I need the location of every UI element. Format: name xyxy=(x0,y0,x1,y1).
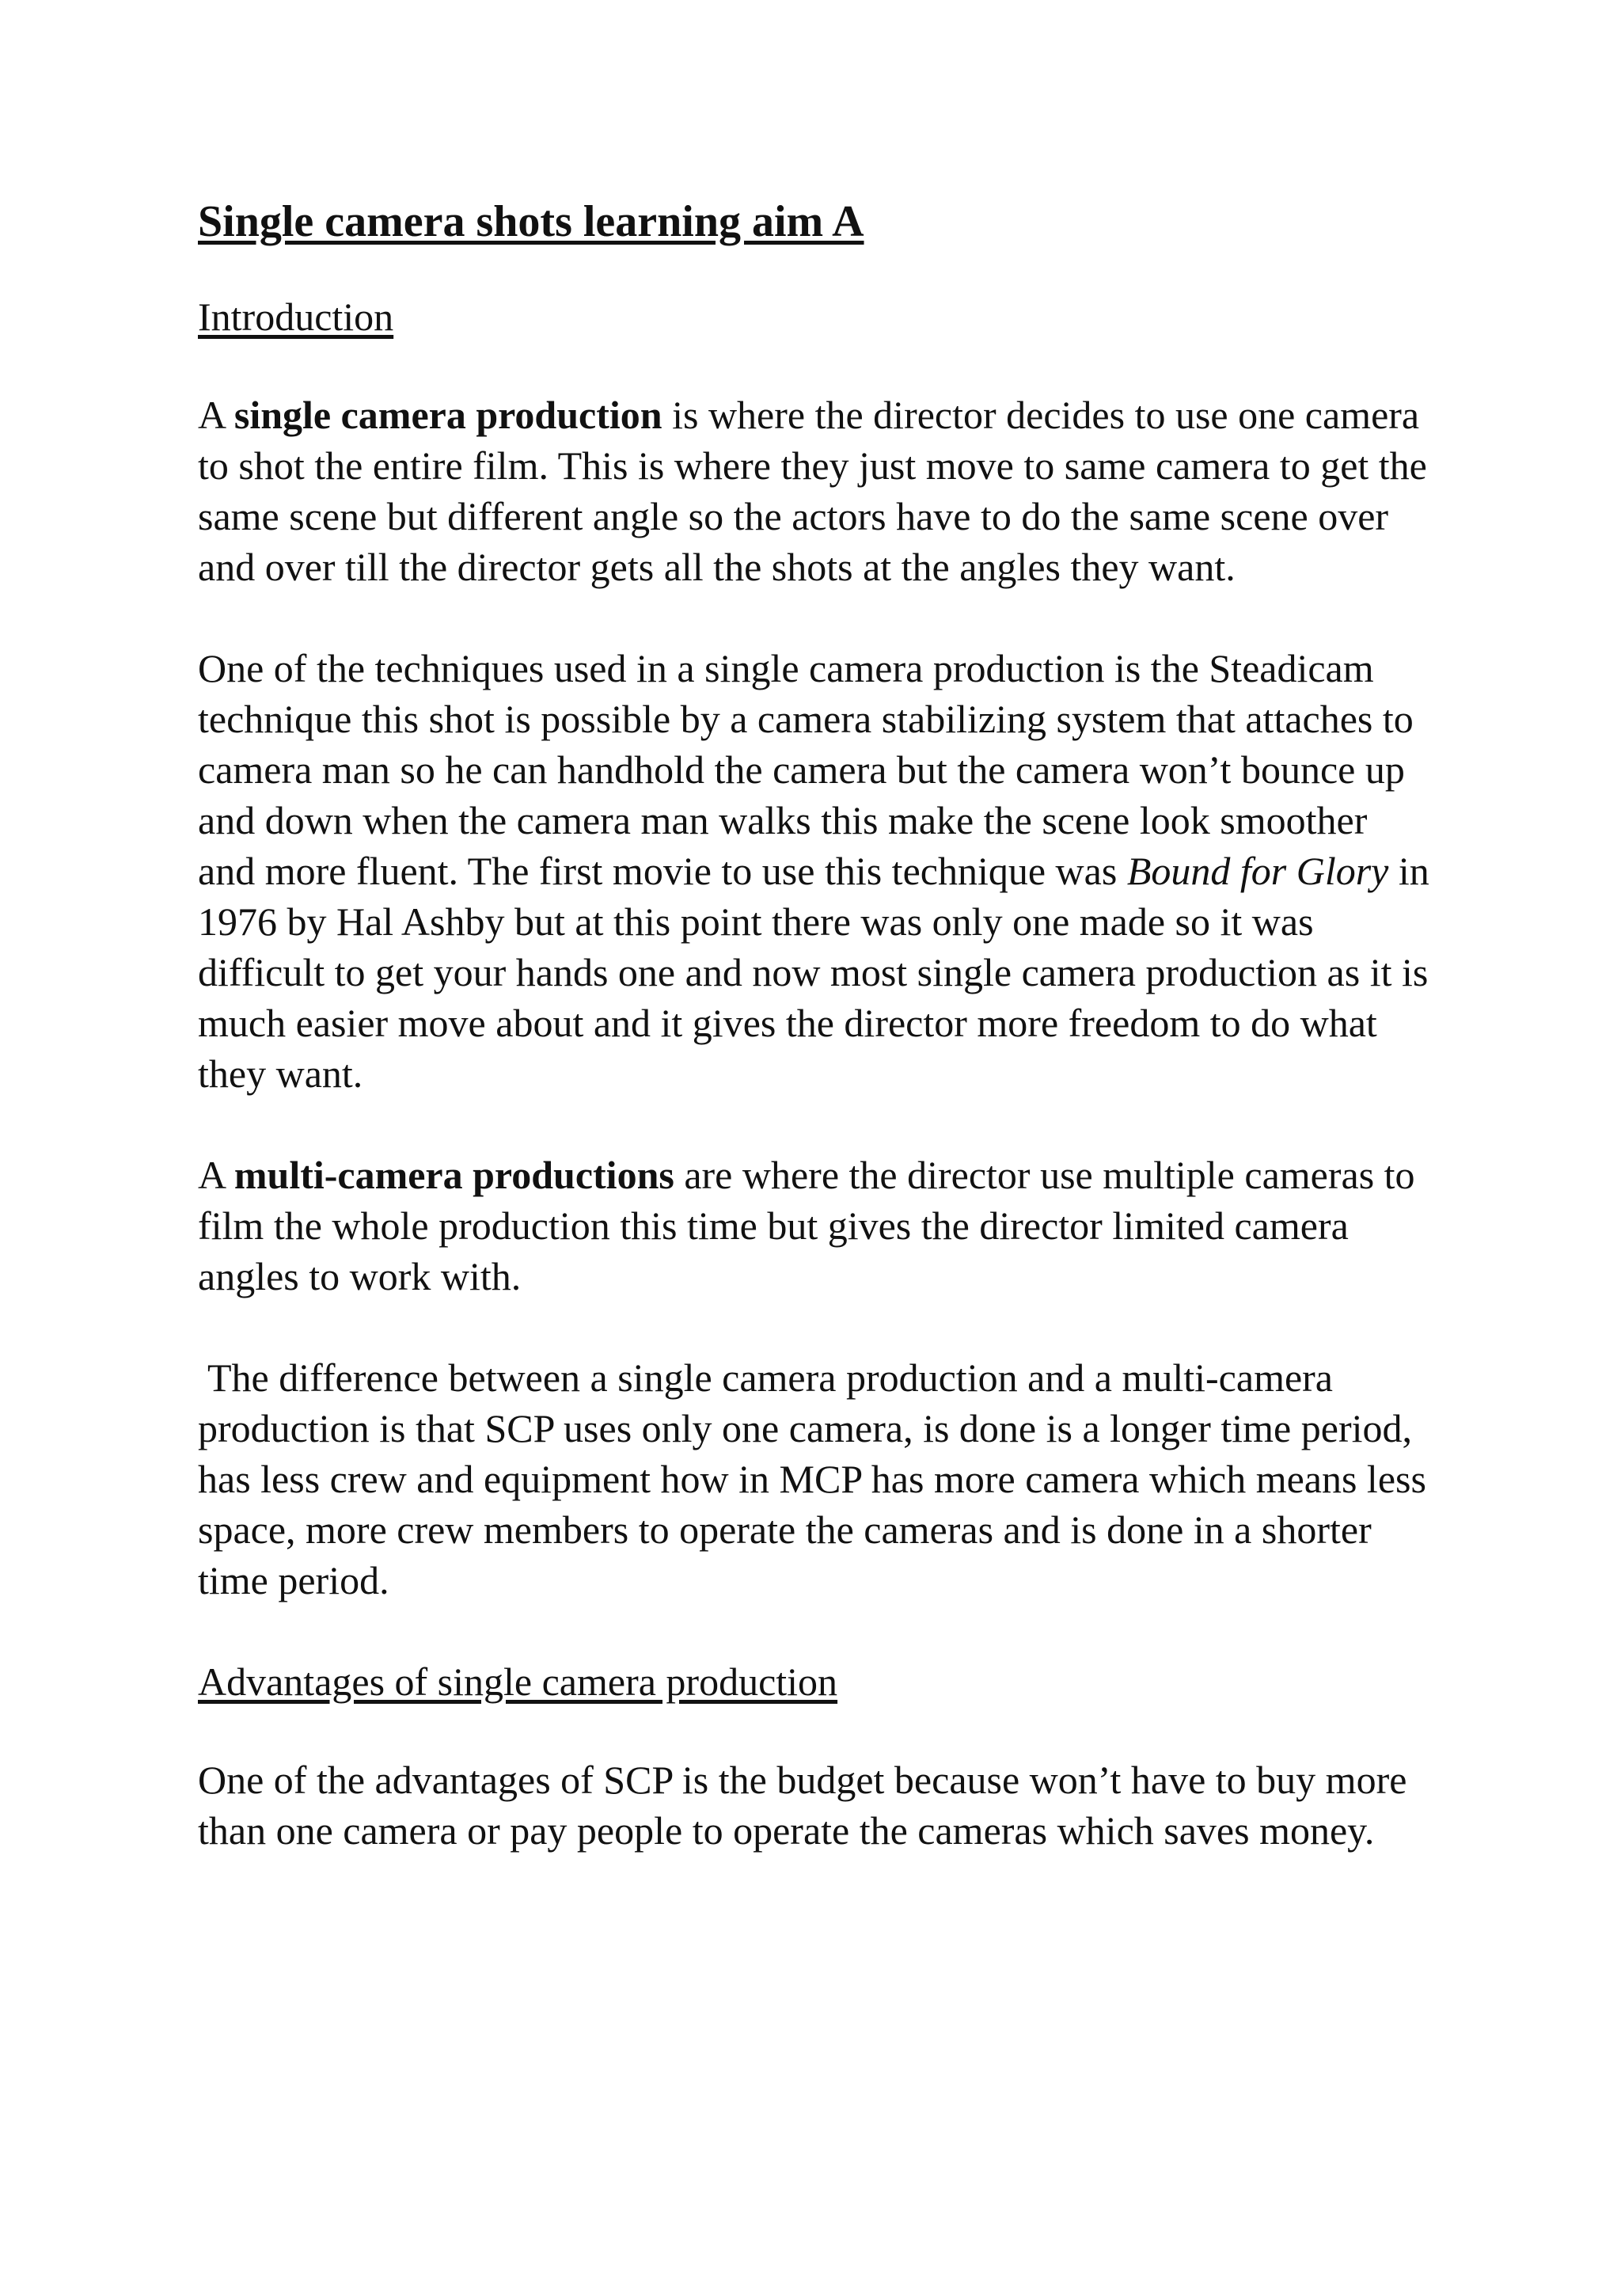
section-heading-advantages: Advantages of single camera production xyxy=(198,1659,838,1704)
document-page xyxy=(198,190,1433,1906)
paragraph-multi-camera-definition xyxy=(198,1150,1433,1302)
bold-term-single-camera-production: single camera production xyxy=(233,393,662,437)
paragraph-steadicam-technique xyxy=(198,643,1433,1099)
text-run: in 1976 by Hal Ashby but at this point there was only one made so it was difficult to get your hands one and now most single camera production as it is much easier move about and it gives the director more freedom to do what they want. xyxy=(198,849,1429,1096)
paragraph-advantage-budget: One of the advantages of SCP is the budget because won’t have to buy more than one camera or pay people to operate the cameras which saves money. xyxy=(198,1758,1407,1853)
document-title: Single camera shots learning aim A xyxy=(198,197,864,246)
section-heading-introduction: Introduction xyxy=(198,295,394,339)
italic-film-title: Bound for Glory xyxy=(1126,849,1389,893)
text-run: are where the director use multiple cameras to film the whole production this time but gives the director limited camera angles to work with. xyxy=(198,1153,1415,1298)
paragraph-single-camera-definition xyxy=(198,390,1433,592)
text-run: A xyxy=(198,1153,234,1197)
paragraph-difference: The difference between a single camera production and a multi-camera production is that SCP uses only one camera, is done is a longer time period, has less crew and equipment how in MCP has more camera which means less space, more crew members to operate the cameras and is done in a shorter time period. xyxy=(198,1355,1426,1602)
bold-term-multi-camera-productions: multi-camera productions xyxy=(233,1153,674,1197)
text-run: One of the techniques used in a single camera production is the Steadicam technique this shot is possible by a camera stabilizing system that attaches to camera man so he can handhold the camera but the camera won’t bounce up and down when the camera man walks this make the scene look smoother and more fluent. The first movie to use this technique was xyxy=(198,646,1414,893)
text-run: is where the director decides to use one camera to shot the entire film. This is where they just move to same camera to get the same scene but different angle so the actors have to do the same scene over and over till the director gets all the shots at the angles they want. xyxy=(198,393,1427,589)
text-run: A xyxy=(198,393,234,437)
